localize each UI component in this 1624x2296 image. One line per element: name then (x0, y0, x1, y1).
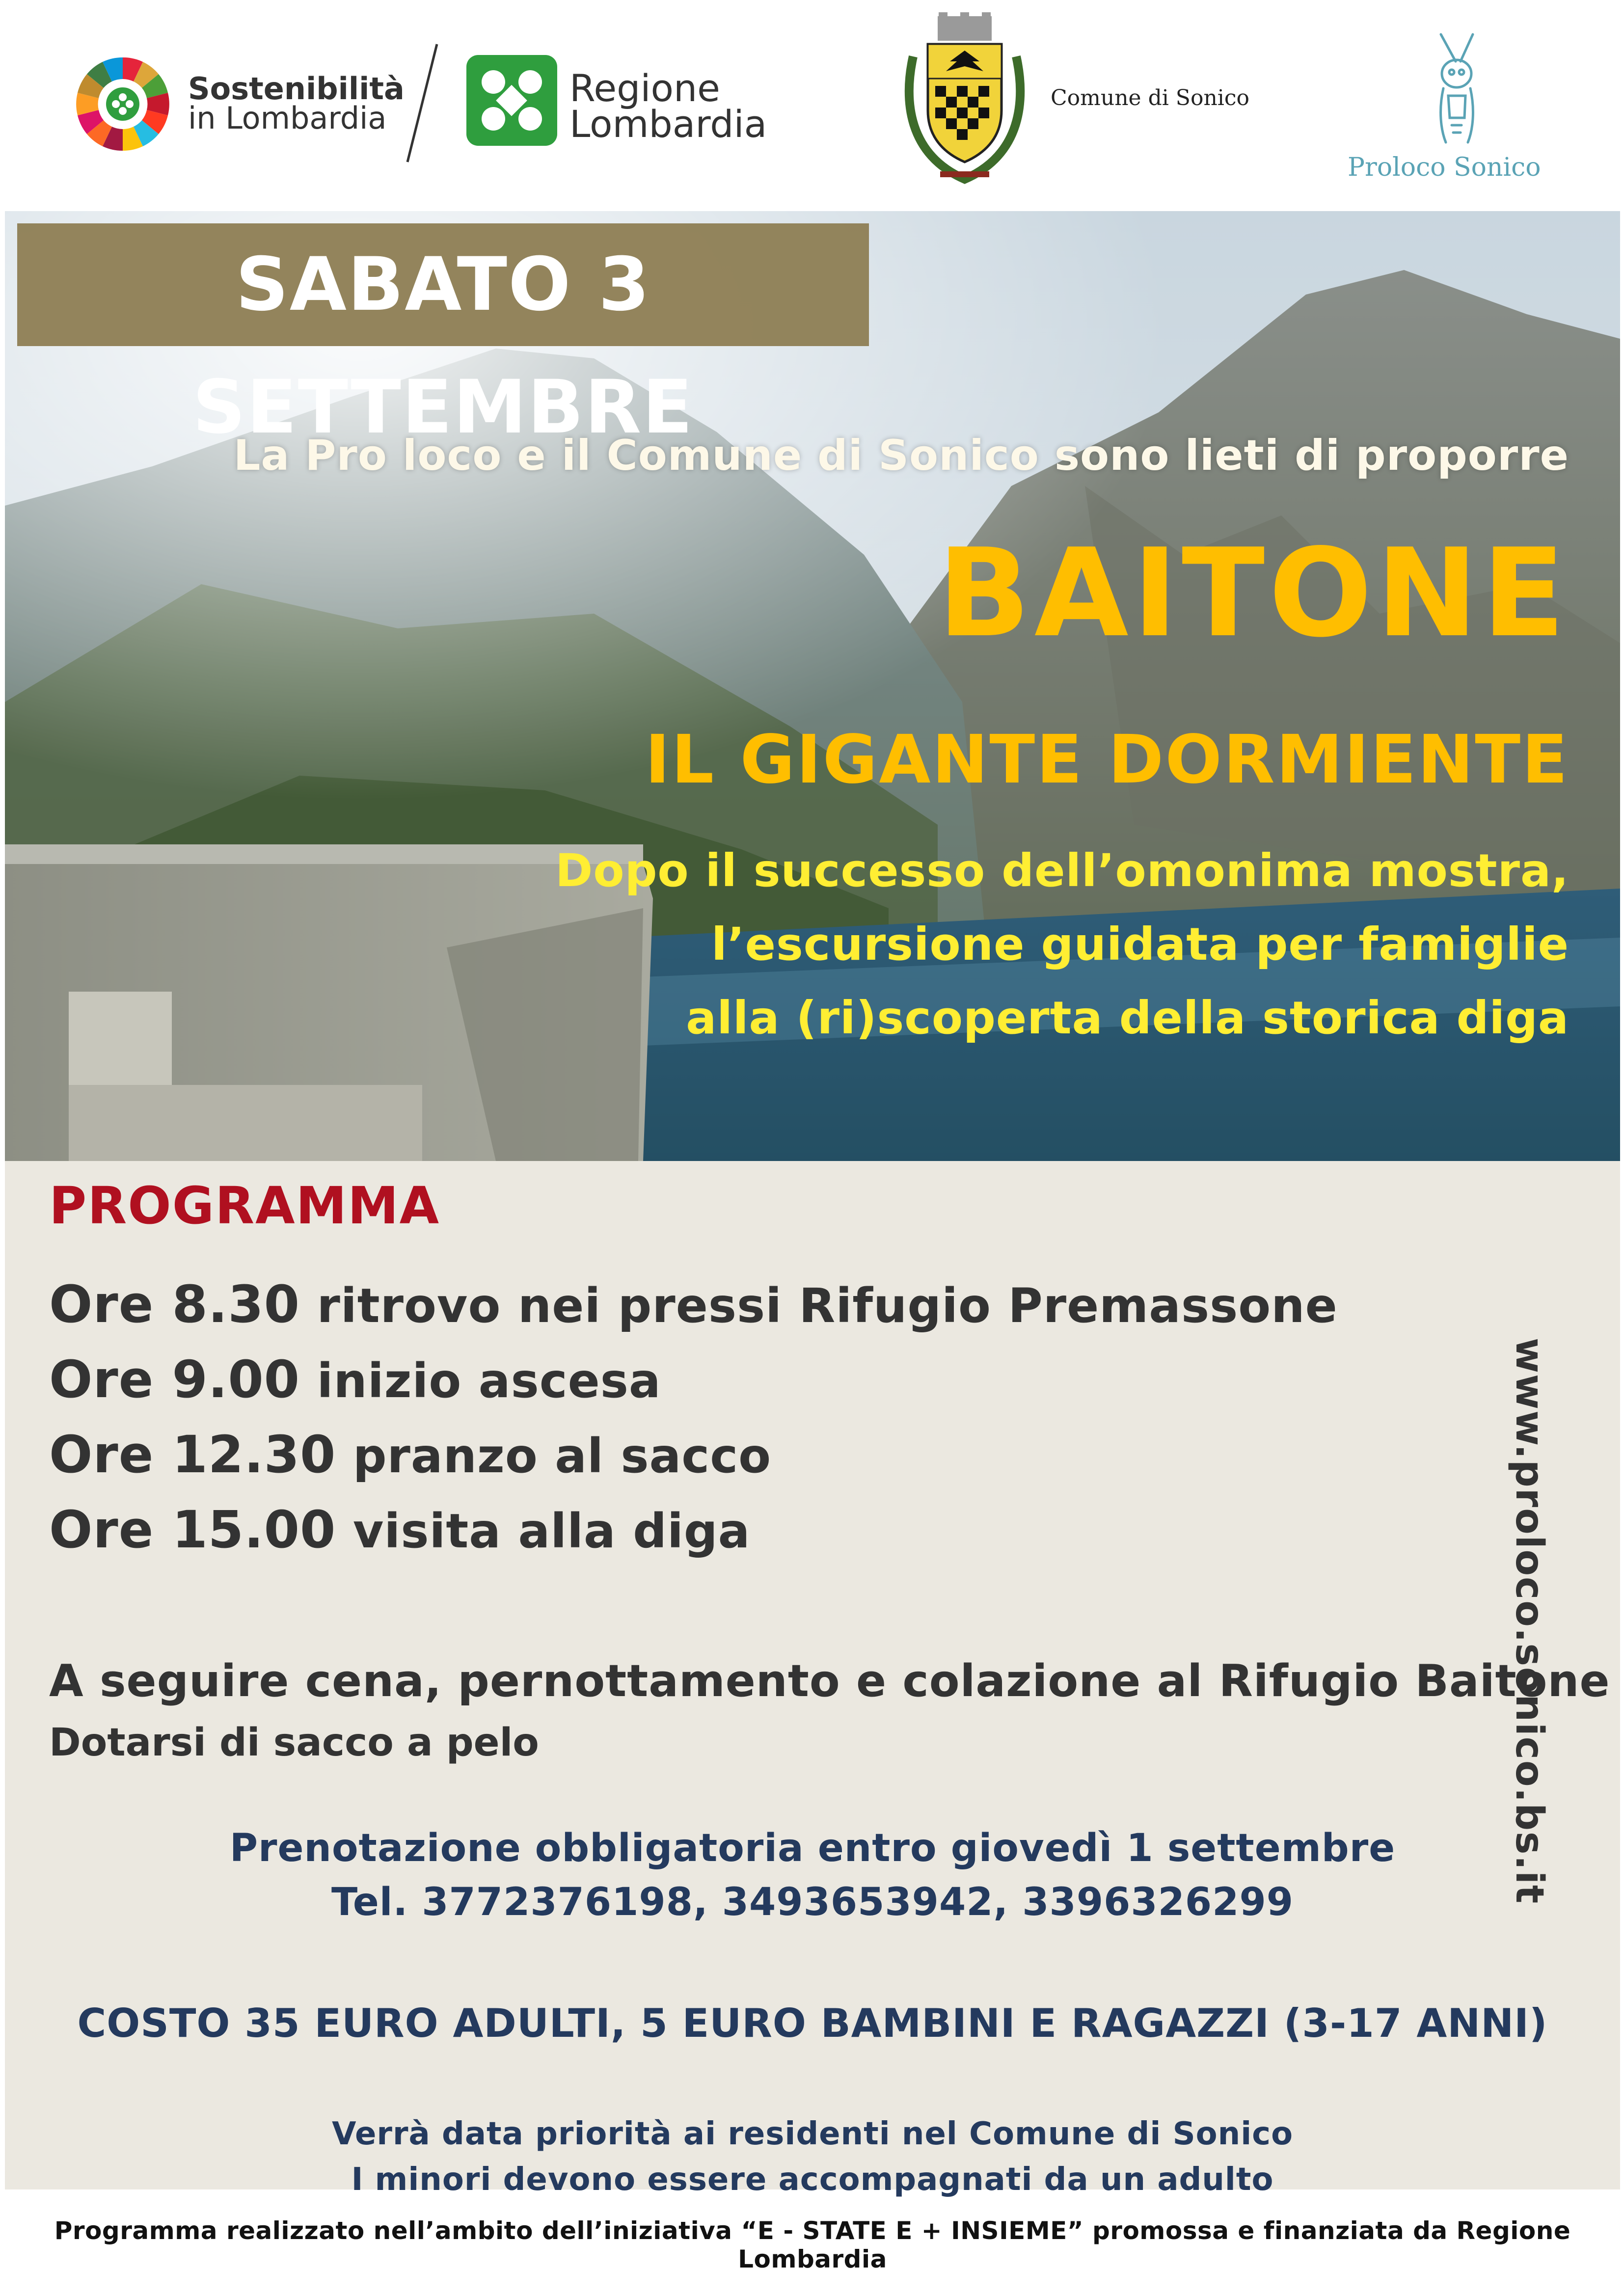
schedule-activity: pranzo al sacco (352, 1429, 772, 1484)
schedule-item (49, 1425, 772, 1485)
proloco-figure-logo (1426, 27, 1488, 145)
sostenibilita-logo-line2: in Lombardia (188, 100, 387, 136)
intro-line: La Pro loco e il Comune di Sonico sono lieti di proporre (233, 431, 1569, 480)
comune-crest-emblem (893, 12, 1036, 187)
event-subtitle: IL GIGANTE DORMIENTE (645, 721, 1569, 799)
equipment-note: Dotarsi di sacco a pelo (49, 1721, 539, 1765)
description-line-3: alla (ri)scoperta della storica diga (686, 992, 1569, 1044)
website-url: www.proloco.sonico.bs.it (1507, 1338, 1551, 1905)
schedule-activity: ritrovo nei pressi Rifugio Premassone (317, 1278, 1338, 1333)
priority-note: Verrà data priorità ai residenti nel Comune di Sonico (331, 2116, 1294, 2152)
minors-note: I minori devono essere accompagnati da un adulto (351, 2161, 1274, 2198)
sostenibilita-logo-line1: Sostenibilità (188, 71, 405, 107)
regione-lombardia-logo (466, 55, 557, 146)
regione-logo-line2: Lombardia (569, 102, 767, 146)
description-line-2: l’escursione guidata per famiglie (711, 918, 1569, 971)
schedule-activity: inizio ascesa (317, 1353, 661, 1408)
event-title: BAITONE (937, 523, 1569, 664)
schedule-item (49, 1350, 661, 1409)
program-heading: PROGRAMMA (49, 1176, 440, 1236)
schedule-item (49, 1500, 751, 1560)
description-line-1: Dopo il successo dell’omonima mostra, (555, 844, 1569, 897)
regione-logo-line1: Regione (569, 66, 720, 110)
footer-credit: Programma realizzato nell’ambito dell’iniziativa “E - STATE E + INSIEME” promossa e finanziata da Regione Lombardia (54, 2216, 1571, 2273)
booking-phones: Tel. 3772376198, 3493653942, 3396326299 (331, 1880, 1294, 1924)
schedule-time: Ore 12.30 (49, 1425, 336, 1485)
event-date: SABATO 3 SETTEMBRE (192, 242, 694, 450)
logo-divider (403, 42, 442, 164)
schedule-activity: visita alla diga (352, 1504, 751, 1559)
cost-info: COSTO 35 EURO ADULTI, 5 EURO BAMBINI E RAGAZZI (3-17 ANNI) (77, 2000, 1548, 2046)
schedule-time: Ore 8.30 (49, 1274, 300, 1334)
comune-di-sonico-label: Comune di Sonico (1051, 85, 1249, 110)
sdg-wheel-logo (74, 55, 172, 153)
proloco-sonico-label: Proloco Sonico (1348, 153, 1541, 182)
schedule-item (49, 1274, 1338, 1334)
schedule-time: Ore 9.00 (49, 1350, 300, 1409)
follow-up-text: A seguire cena, pernottamento e colazione al Rifugio Baitone (49, 1655, 1610, 1707)
booking-deadline: Prenotazione obbligatoria entro giovedì 1 settembre (229, 1826, 1396, 1870)
schedule-time: Ore 15.00 (49, 1500, 336, 1560)
